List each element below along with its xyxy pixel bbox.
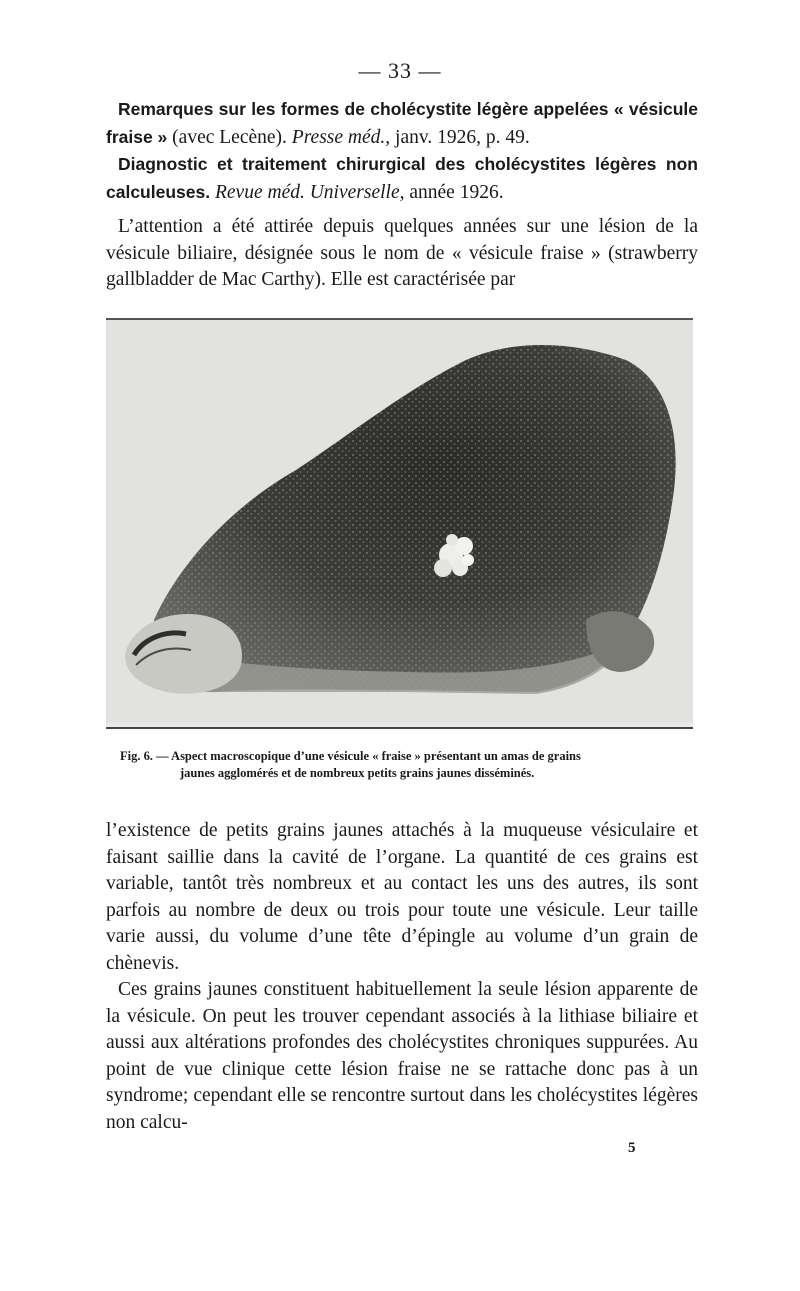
figure-photo <box>106 318 693 729</box>
reference-detail: , janv. 1926, p. 49. <box>385 126 530 148</box>
reference-detail: , année 1926. <box>399 181 504 203</box>
reference-2 <box>106 151 698 206</box>
page-number: — 33 — <box>358 58 442 83</box>
references <box>106 96 698 206</box>
reference-journal: Revue méd. Universelle <box>214 181 400 203</box>
reference-title: Remarques sur les formes de cholécystite légère appelées « vésicule fraise » <box>106 99 698 147</box>
body-text <box>106 818 698 1136</box>
gallbladder-photo <box>106 320 693 723</box>
reference-detail: (avec Lecène). <box>167 126 292 148</box>
caption-line: Fig. 6. — Aspect macroscopique d’une vésicule « fraise » présentant un amas de grains <box>120 749 581 763</box>
figure-caption <box>120 748 690 782</box>
caption-line: jaunes agglomérés et de nombreux petits grains jaunes disséminés. <box>180 766 535 780</box>
paragraph: Ces grains jaunes constituent habituellement la seule lésion apparente de la vésicule. On peut les trouver cependant associés à la lithiase biliaire et aussi aux altérations profondes des cholécystites chroniques suppurées. Au point de vue clinique cette lésion fraise ne se rattache donc pas à un syndrome; cependant elle se rencontre surtout dans les cholécystites légères non calcu- <box>106 979 698 1133</box>
folio-mark: 5 <box>628 1140 636 1156</box>
reference-journal: Presse méd. <box>291 126 386 148</box>
intro-text <box>106 214 698 294</box>
reference-title: Diagnostic et traitement chirurgical des cholécystites légères non calculeuses. <box>106 154 698 202</box>
paragraph: l’existence de petits grains jaunes attachés à la muqueuse vésiculaire et faisant saillie dans la cavité de l’organe. La quantité de ces grains est variable, tantôt très nombreux et au contact les uns des autres, ils sont parfois au nombre de deux ou trois pour toute une vésicule. Leur taille varie aussi, du volume d’une tête d’épingle au volume d’un grain de chènevis. <box>106 820 698 974</box>
reference-1 <box>106 96 698 151</box>
paragraph: L’attention a été attirée depuis quelques années sur une lésion de la vésicule biliaire, désignée sous le nom de « vésicule fraise » (strawberry gallbladder de Mac Carthy). Elle est caractérisée par <box>106 216 698 290</box>
